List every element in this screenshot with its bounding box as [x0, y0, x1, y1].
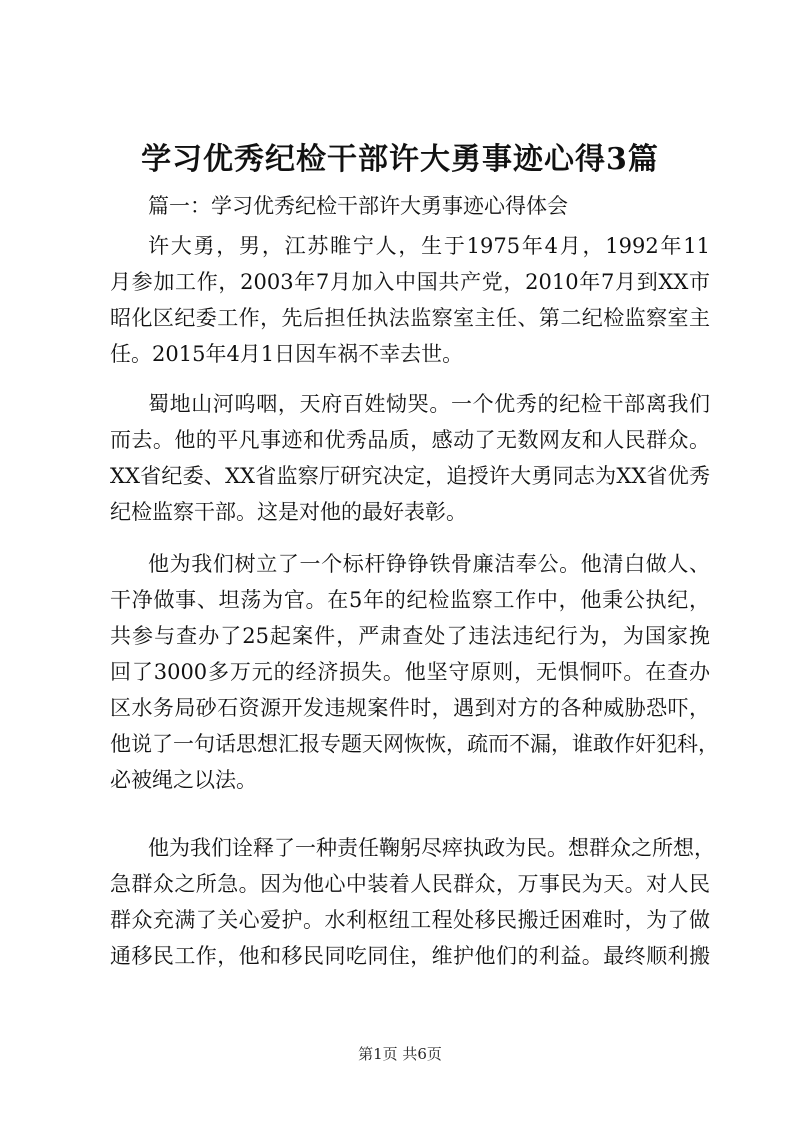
paragraph-line: 他说了一句话思想汇报专题天网恢恢，疏而不漏，谁敢作奸犯科，	[110, 732, 719, 756]
paragraph-line: 月参加工作，2003年7月加入中国共产党，2010年7月到XX市	[110, 270, 710, 294]
paragraph-line: 群众充满了关心爱护。水利枢纽工程处移民搬迁困难时，为了做	[110, 908, 710, 932]
paragraph-4	[110, 830, 715, 974]
paragraph-1	[110, 228, 710, 372]
paragraph-line: 许大勇，男，江苏睢宁人，生于1975年4月，1992年11	[148, 234, 710, 258]
paragraph-line: 回了3000多万元的经济损失。他坚守原则，无惧恫吓。在查办	[110, 660, 710, 684]
paragraph-line: 必被绳之以法。	[110, 768, 257, 792]
paragraph-line: 区水务局砂石资源开发违规案件时，遇到对方的各种威胁恐吓，	[110, 696, 710, 720]
document-title: 学习优秀纪检干部许大勇事迹心得3篇	[141, 142, 659, 177]
paragraph-line: 他为我们树立了一个标杆铮铮铁骨廉洁奉公。他清白做人、	[148, 552, 710, 576]
paragraph-line: 而去。他的平凡事迹和优秀品质，感动了无数网友和人民群众。	[110, 428, 710, 452]
page-number-footer: 第1页 共6页	[358, 1045, 442, 1063]
paragraph-line: 昭化区纪委工作，先后担任执法监察室主任、第二纪检监察室主	[110, 306, 710, 330]
paragraph-line: 他为我们诠释了一种责任鞠躬尽瘁执政为民。想群众之所想，	[148, 836, 715, 860]
paragraph-line: XX省纪委、XX省监察厅研究决定，追授许大勇同志为XX省优秀	[110, 464, 710, 488]
paragraph-line: 急群众之所急。因为他心中装着人民群众，万事民为天。对人民	[110, 872, 710, 896]
paragraph-line: 任。2015年4月1日因车祸不幸去世。	[110, 342, 464, 366]
paragraph-line: 纪检监察干部。这是对他的最好表彰。	[110, 500, 467, 524]
section-heading: 篇一：学习优秀纪检干部许大勇事迹心得体会	[148, 194, 568, 218]
paragraph-2	[110, 386, 710, 530]
paragraph-line: 共参与查办了25起案件，严肃查处了违法违纪行为，为国家挽	[110, 624, 710, 648]
paragraph-line: 干净做事、坦荡为官。在5年的纪检监察工作中，他秉公执纪，	[110, 588, 710, 612]
paragraph-3	[110, 546, 719, 798]
paragraph-line: 蜀地山河呜咽，天府百姓恸哭。一个优秀的纪检干部离我们	[148, 392, 710, 416]
paragraph-line: 通移民工作，他和移民同吃同住，维护他们的利益。最终顺利搬	[110, 944, 710, 968]
